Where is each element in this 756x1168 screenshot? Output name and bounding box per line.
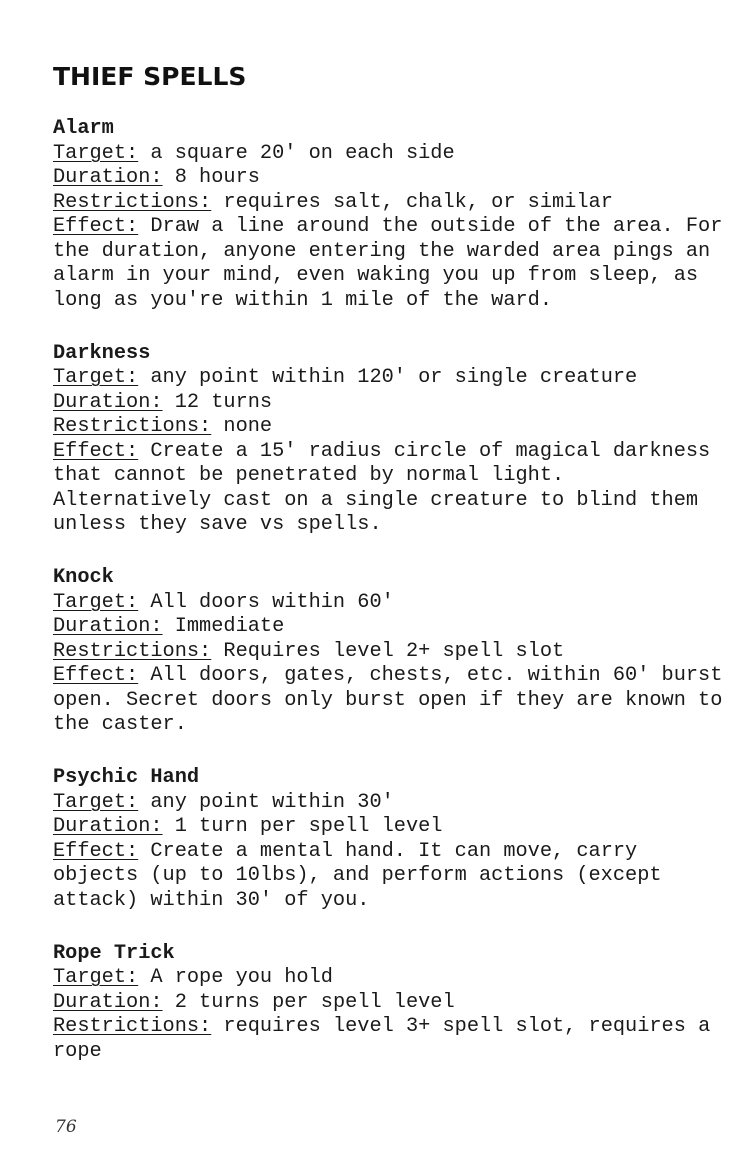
page-number: 76 xyxy=(55,1117,77,1137)
restrictions-value: none xyxy=(223,415,273,438)
duration-value: Immediate xyxy=(174,615,285,638)
restrictions-label: Restrictions: xyxy=(53,190,212,214)
spell-duration xyxy=(53,815,733,840)
effect-label: Effect: xyxy=(53,664,139,687)
duration-label: Duration: xyxy=(53,815,163,838)
restrictions-label: Restrictions: xyxy=(53,1015,212,1038)
duration-label: Duration: xyxy=(53,990,163,1014)
spell-duration xyxy=(53,615,733,640)
duration-label: Duration: xyxy=(53,390,163,414)
spell-duration xyxy=(53,991,733,1016)
spell-duration xyxy=(53,166,733,191)
duration-label: Duration: xyxy=(53,615,163,638)
spell-target xyxy=(53,366,733,391)
target-value: any point within 120' or single creature xyxy=(150,366,638,389)
restrictions-value: requires salt, chalk, or similar xyxy=(223,190,613,214)
spell-restrictions xyxy=(53,415,733,440)
target-value: a square 20' on each side xyxy=(150,141,455,165)
effect-label: Effect: xyxy=(53,839,139,863)
spell-restrictions xyxy=(53,191,733,216)
spell-effect xyxy=(53,840,733,914)
spell-name: Alarm xyxy=(53,117,114,140)
target-value: All doors within 60' xyxy=(150,590,394,614)
restrictions-label: Restrictions: xyxy=(53,639,212,663)
spell-name: Rope Trick xyxy=(53,941,175,965)
target-label: Target: xyxy=(53,790,139,814)
duration-value: 8 hours xyxy=(174,166,260,189)
spell-entry-darkness xyxy=(53,342,733,538)
duration-value: 1 turn per spell level xyxy=(174,815,443,838)
spell-entry-psychic-hand xyxy=(53,766,733,913)
spell-effect xyxy=(53,215,733,313)
spell-duration xyxy=(53,391,733,416)
restrictions-value: Requires level 2+ spell slot xyxy=(223,639,565,663)
spell-restrictions xyxy=(53,640,733,665)
spell-name: Knock xyxy=(53,566,114,589)
target-label: Target: xyxy=(53,141,139,165)
effect-value: Draw a line around the outside of the area. For the duration, anyone entering the warded area pings an alarm in your mind, even waking you up from sleep, as long as you're within 1 mile of the ward. xyxy=(53,215,723,312)
duration-label: Duration: xyxy=(53,166,163,189)
effect-value: Create a mental hand. It can move, carry objects (up to 10lbs), and perform actions (except attack) within 30' of you. xyxy=(53,839,662,912)
spell-entry-rope-trick xyxy=(53,942,733,1065)
effect-value: All doors, gates, chests, etc. within 60' burst open. Secret doors only burst open if they are known to the caster. xyxy=(53,664,723,736)
effect-value: Create a 15' radius circle of magical darkness that cannot be penetrated by normal light. Alternatively cast on a single creature to blind them unless they save vs spells. xyxy=(53,439,711,536)
spell-effect xyxy=(53,440,733,538)
target-label: Target: xyxy=(53,966,139,989)
target-label: Target: xyxy=(53,366,139,389)
target-label: Target: xyxy=(53,590,139,614)
spell-entry-knock xyxy=(53,566,733,738)
effect-label: Effect: xyxy=(53,215,139,238)
spell-name: Psychic Hand xyxy=(53,766,200,789)
page-title: THIEF SPELLS xyxy=(53,62,247,91)
spell-effect xyxy=(53,664,733,738)
spell-target xyxy=(53,791,733,816)
spell-name: Darkness xyxy=(53,341,151,365)
spell-target xyxy=(53,966,733,991)
restrictions-label: Restrictions: xyxy=(53,415,212,438)
target-value: A rope you hold xyxy=(150,966,333,989)
target-value: any point within 30' xyxy=(150,790,394,814)
spell-target xyxy=(53,142,733,167)
spell-target xyxy=(53,591,733,616)
duration-value: 2 turns per spell level xyxy=(174,990,455,1014)
spell-list xyxy=(53,117,733,1093)
spell-restrictions xyxy=(53,1015,733,1064)
effect-label: Effect: xyxy=(53,439,139,463)
restrictions-value: requires level 3+ spell slot, requires a rope xyxy=(53,1015,711,1063)
duration-value: 12 turns xyxy=(174,390,273,414)
spell-entry-alarm xyxy=(53,117,733,313)
